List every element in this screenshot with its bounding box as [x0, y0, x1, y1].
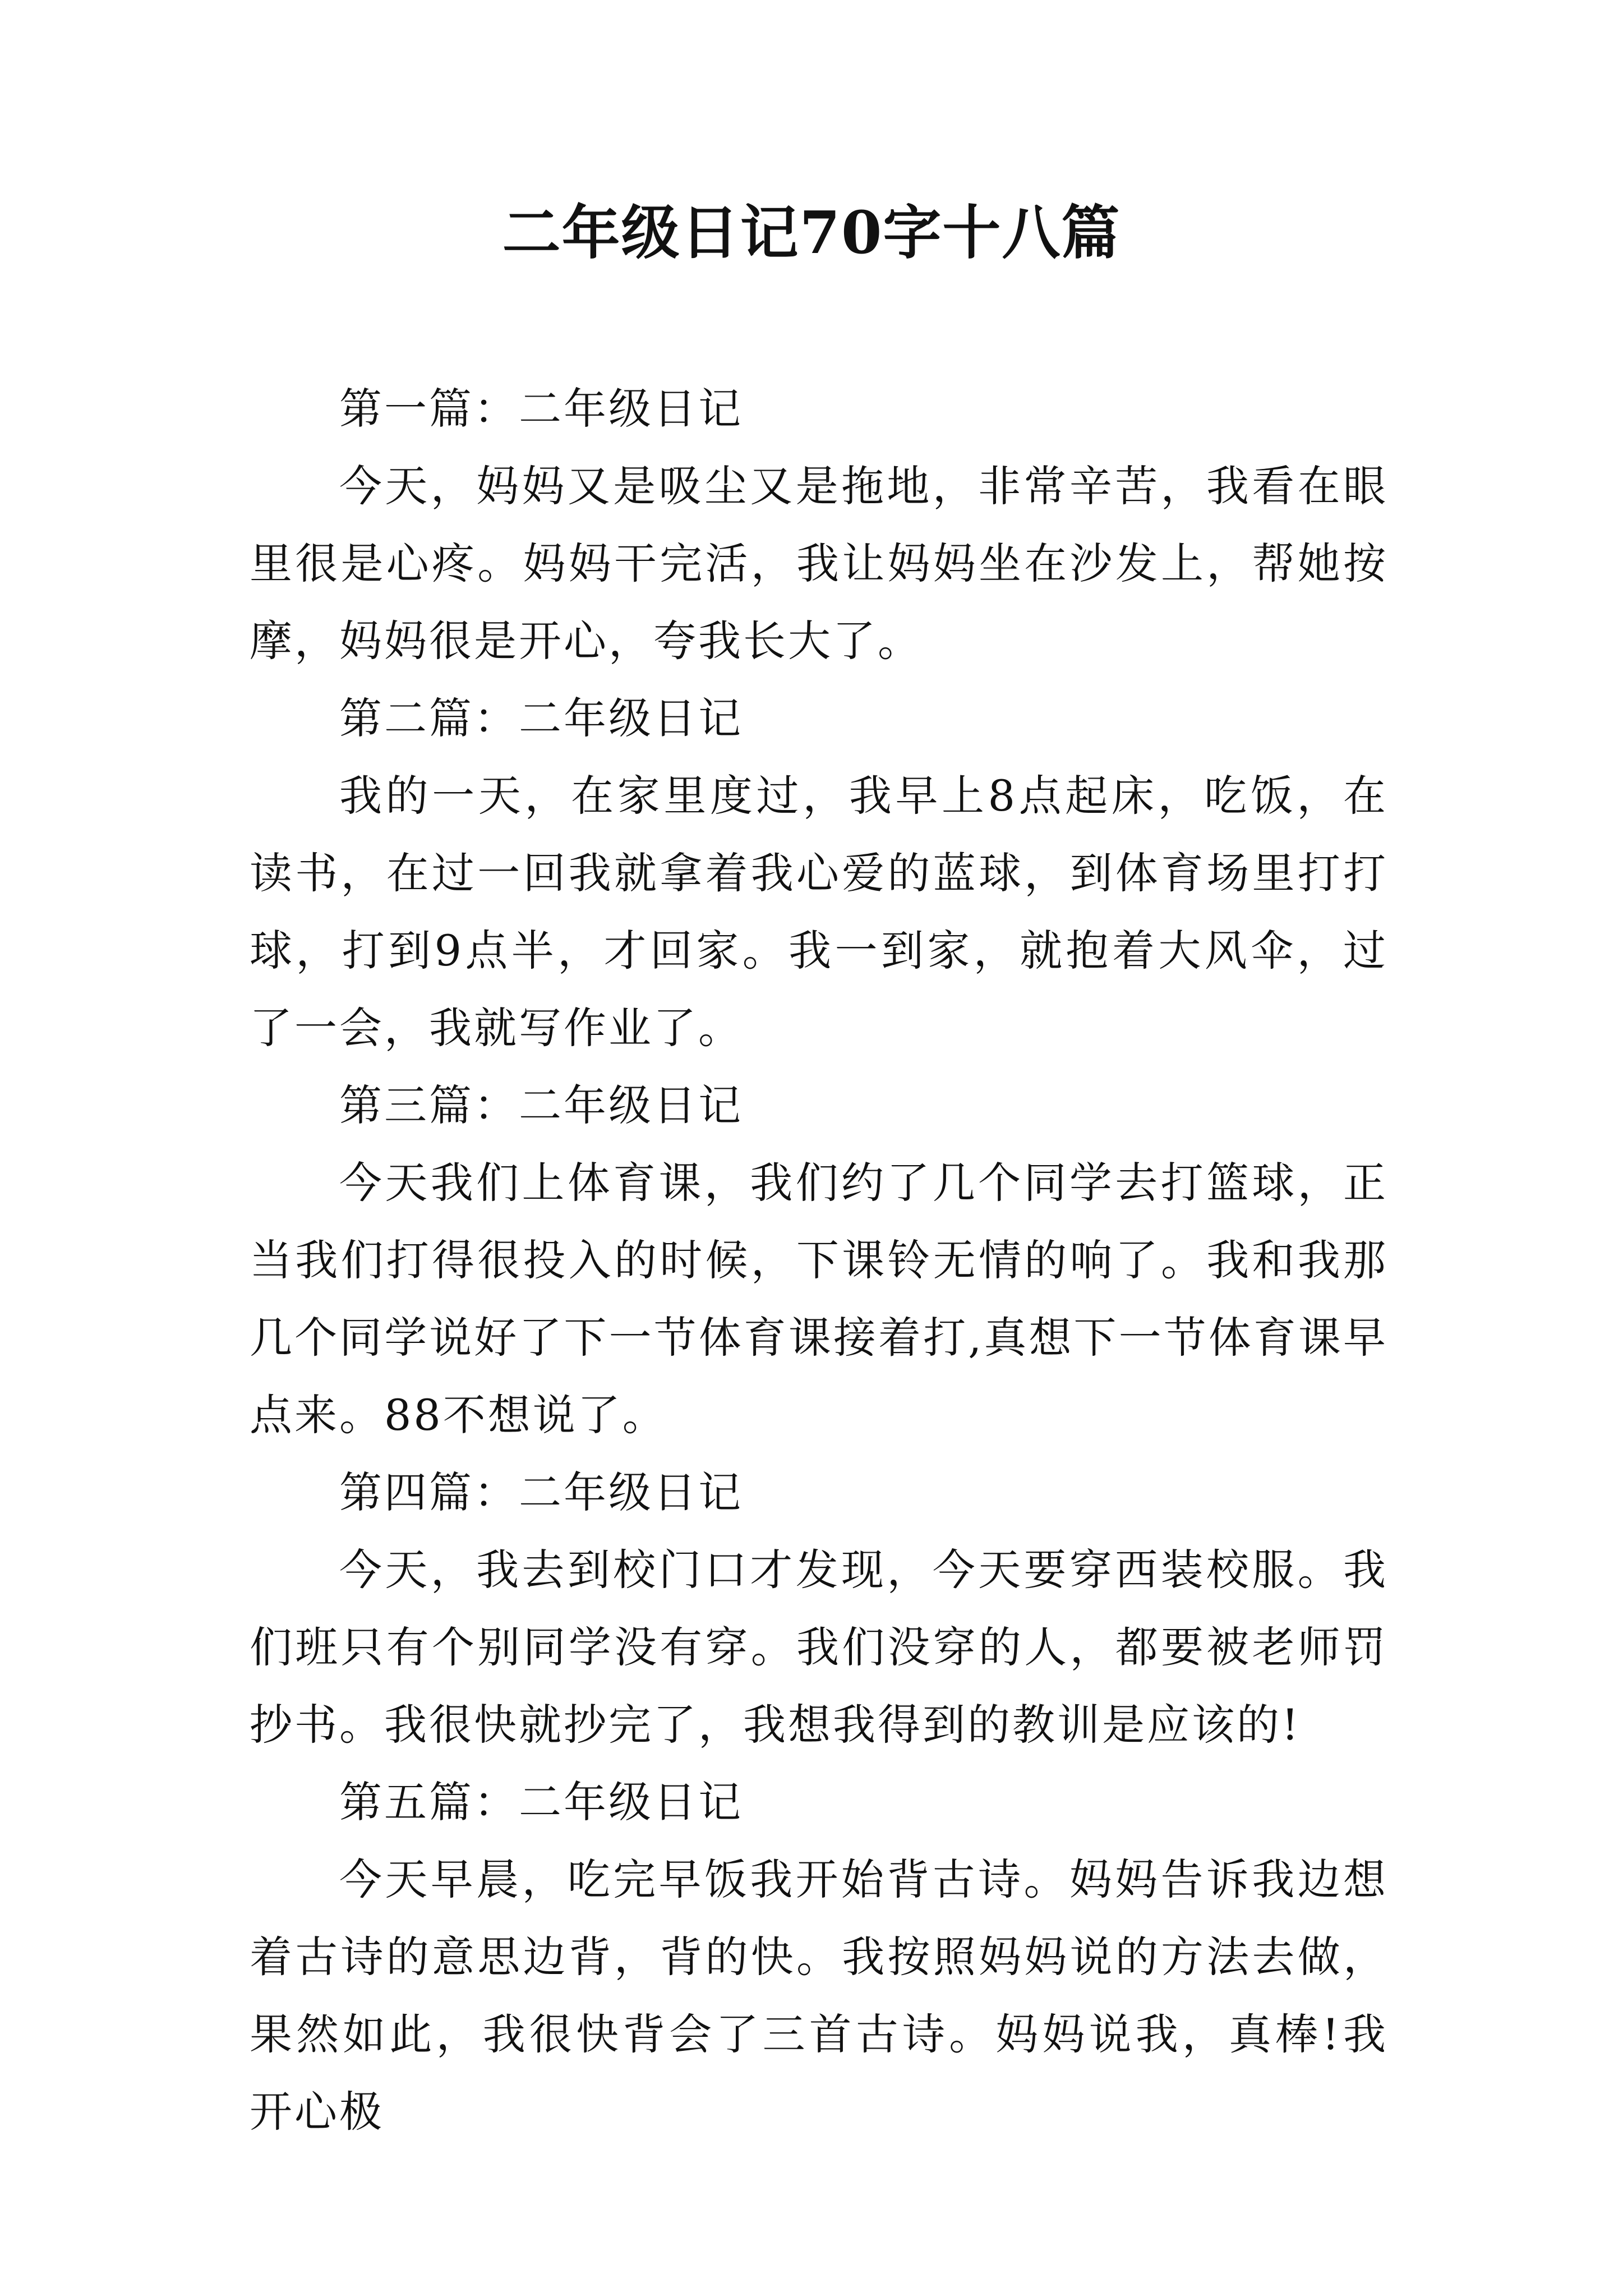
paragraph: 今天，妈妈又是吸尘又是拖地，非常辛苦，我看在眼里很是心疼。妈妈干完活，我让妈妈坐在沙发上，帮她按摩，妈妈很是开心，夸我长大了。: [250, 461, 1388, 666]
document-body: [250, 370, 1388, 2151]
document-title: 二年级日记70字十八篇: [502, 198, 1121, 267]
section-heading-3: 第三篇：二年级日记: [339, 1080, 743, 1130]
paragraph: 我的一天，在家里度过，我早上8点起床，吃饭，在读书，在过一回我就拿着我心爱的蓝球，到体育场里打打球，打到9点半，才回家。我一到家，就抱着大风伞，过了一会，我就写作业了。: [250, 771, 1388, 1053]
paragraph: 今天，我去到校门口才发现，今天要穿西装校服。我们班只有个别同学没有穿。我们没穿的人，都要被老师罚抄书。我很快就抄完了，我想我得到的教训是应该的!: [250, 1545, 1388, 1750]
paragraph: 今天早晨，吃完早饭我开始背古诗。妈妈告诉我边想着古诗的意思边背，背的快。我按照妈妈说的方法去做，果然如此，我很快背会了三首古诗。妈妈说我，真棒!我开心极: [250, 1855, 1388, 2137]
section-heading-4: 第四篇：二年级日记: [339, 1467, 743, 1517]
paragraph: 今天我们上体育课，我们约了几个同学去打篮球，正当我们打得很投入的时候，下课铃无情的响了。我和我那几个同学说好了下一节体育课接着打,真想下一节体育课早点来。88不想说了。: [250, 1158, 1388, 1440]
section-heading-2: 第二篇：二年级日记: [339, 693, 743, 743]
section-heading-1: 第一篇：二年级日记: [339, 384, 743, 434]
section-heading-5: 第五篇：二年级日记: [339, 1777, 743, 1827]
